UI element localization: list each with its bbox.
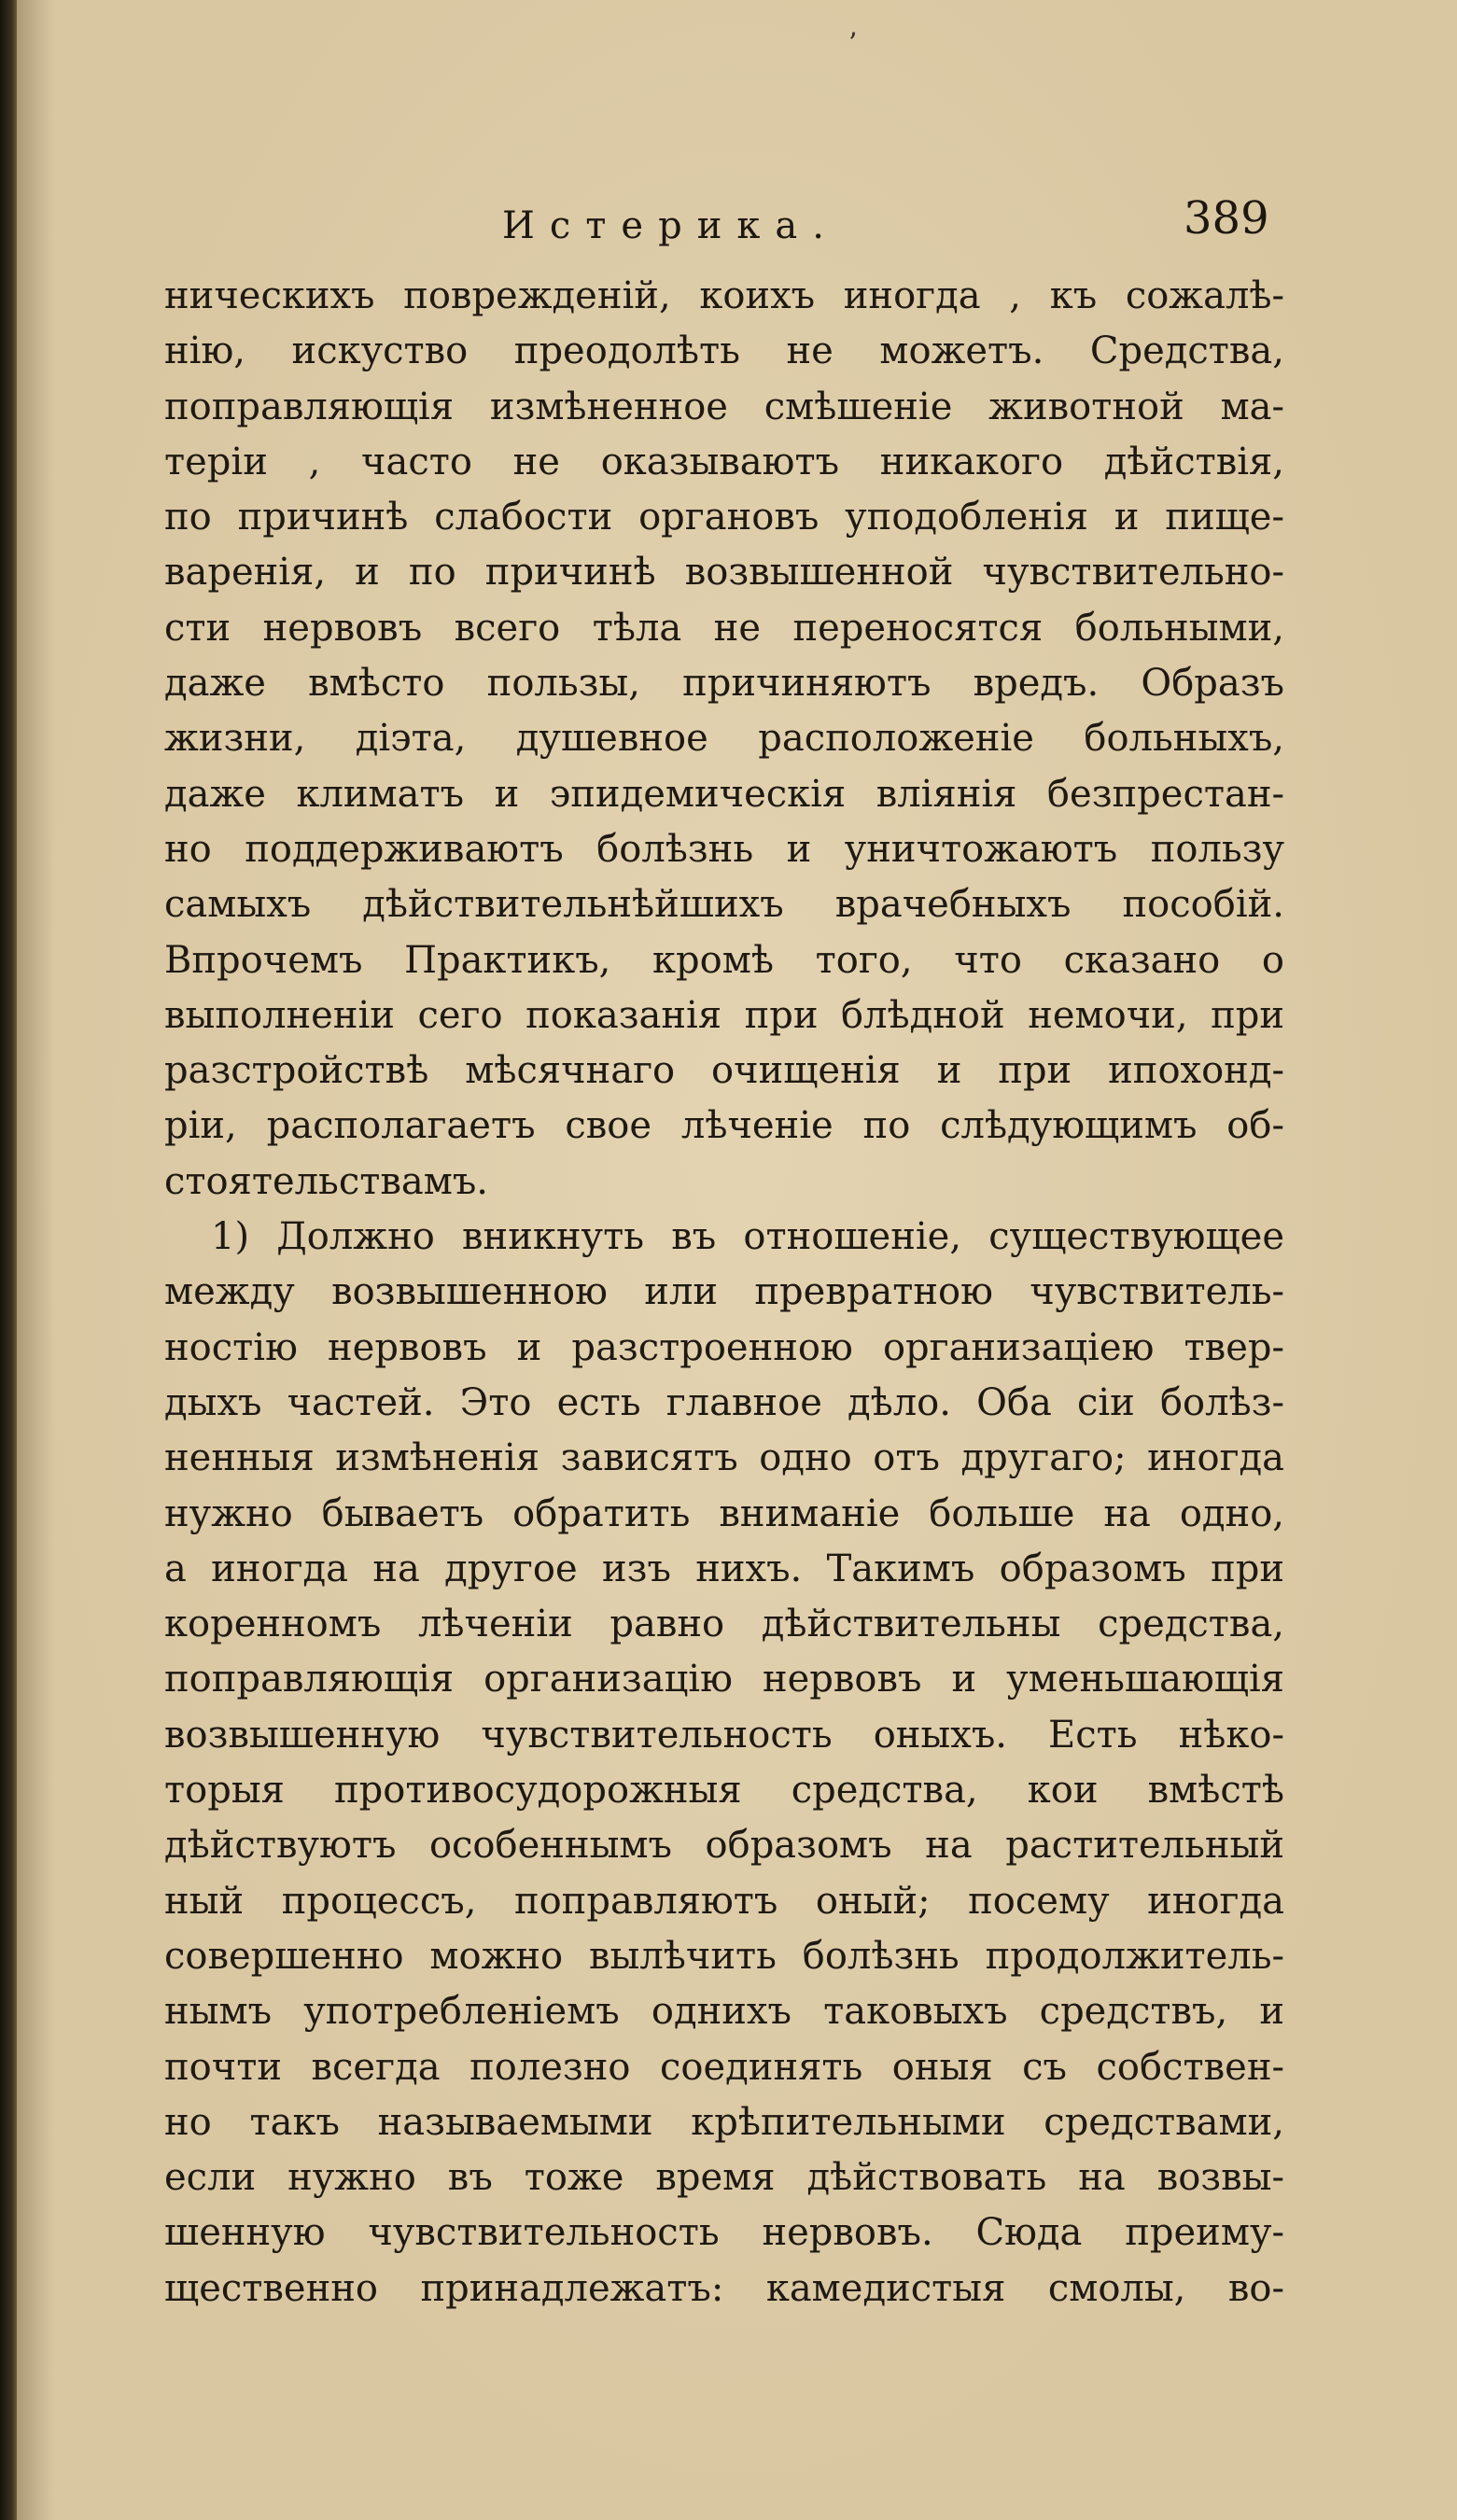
text-line: дѣйствуютъ особеннымъ образомъ на растительный <box>164 1824 1284 1868</box>
page-header <box>17 192 1457 254</box>
text-line: между возвышенною или превратною чувствитель- <box>164 1270 1284 1314</box>
page-number: 389 <box>1184 192 1269 245</box>
text-line: самыхъ дѣйствительнѣйшихъ врачебныхъ пособій. <box>164 883 1284 927</box>
text-line: поправляющія организацію нервовъ и уменьшающія <box>164 1658 1284 1701</box>
text-line: сти нервовъ всего тѣла не переносятся больными, <box>164 606 1284 650</box>
text-line: нію, искуство преодолѣть не можетъ. Средства, <box>164 329 1284 373</box>
body-text <box>164 269 1284 2317</box>
text-line: но такъ называемыми крѣпительными средствами, <box>164 2100 1284 2144</box>
text-line: ническихъ поврежденій, коихъ иногда , къ сожалѣ- <box>164 274 1284 317</box>
text-line: дыхъ частей. Это есть главное дѣло. Оба сіи болѣз- <box>164 1380 1284 1424</box>
text-line: щественно принадлежатъ: камедистыя смолы, во- <box>164 2266 1284 2310</box>
book-page <box>17 0 1457 2520</box>
text-line: даже климатъ и эпидемическія вліянія безпрестан- <box>164 772 1284 816</box>
print-speck: ʼ <box>848 28 857 61</box>
text-line: даже вмѣсто пользы, причиняютъ вредъ. Образъ <box>164 662 1284 706</box>
text-line: коренномъ лѣченіи равно дѣйствительны средства, <box>164 1603 1284 1646</box>
text-line: ный процессъ, поправляютъ оный; посему иногда <box>164 1879 1284 1923</box>
text-line: нымъ употребленіемъ однихъ таковыхъ средствъ, и <box>164 1990 1284 2034</box>
text-line: но поддерживаютъ болѣзнь и уничтожаютъ пользу <box>164 827 1284 871</box>
text-line: шенную чувствительность нервовъ. Сюда преиму- <box>164 2211 1284 2255</box>
text-line: совершенно можно вылѣчить болѣзнь продолжитель- <box>164 1934 1284 1978</box>
text-line: почти всегда полезно соединять оныя съ собствен- <box>164 2045 1284 2089</box>
text-line: ненныя измѣненія зависятъ одно отъ другаго; иногда <box>164 1436 1284 1480</box>
text-line: нужно бываетъ обратить вниманіе больше на одно, <box>164 1491 1284 1535</box>
text-line: ріи, располагаетъ свое лѣченіе по слѣдующимъ об- <box>164 1104 1284 1148</box>
text-line: а иногда на другое изъ нихъ. Такимъ образомъ при <box>164 1547 1284 1590</box>
text-line: если нужно въ тоже время дѣйствовать на возвы- <box>164 2156 1284 2200</box>
text-line: варенія, и по причинѣ возвышенной чувствительно- <box>164 551 1284 595</box>
text-line: выполненіи сего показанія при блѣдной немочи, при <box>164 993 1284 1037</box>
text-line: Впрочемъ Практикъ, кромѣ того, что сказано о <box>164 938 1284 982</box>
text-line: ностію нервовъ и разстроенною организаціею твер- <box>164 1325 1284 1369</box>
book-spine-shadow <box>0 0 17 2520</box>
text-line: возвышенную чувствительность оныхъ. Есть нѣко- <box>164 1713 1284 1757</box>
text-line: поправляющія измѣненное смѣшеніе животной ма- <box>164 385 1284 428</box>
text-line: стоятельствамъ. <box>164 1159 489 1203</box>
text-line: 1) Должно вникнуть въ отношеніе, существующее <box>211 1215 1284 1259</box>
text-line: теріи , часто не оказываютъ никакого дѣйствія, <box>164 440 1284 483</box>
running-title: Истерика. <box>502 204 839 247</box>
text-line: по причинѣ слабости органовъ уподобленія и пище- <box>164 496 1284 539</box>
text-line: торыя противосудорожныя средства, кои вмѣстѣ <box>164 1769 1284 1813</box>
text-line: разстройствѣ мѣсячнаго очищенія и при ипохонд- <box>164 1049 1284 1093</box>
text-line: жизни, діэта, душевное расположеніе больныхъ, <box>164 717 1284 761</box>
